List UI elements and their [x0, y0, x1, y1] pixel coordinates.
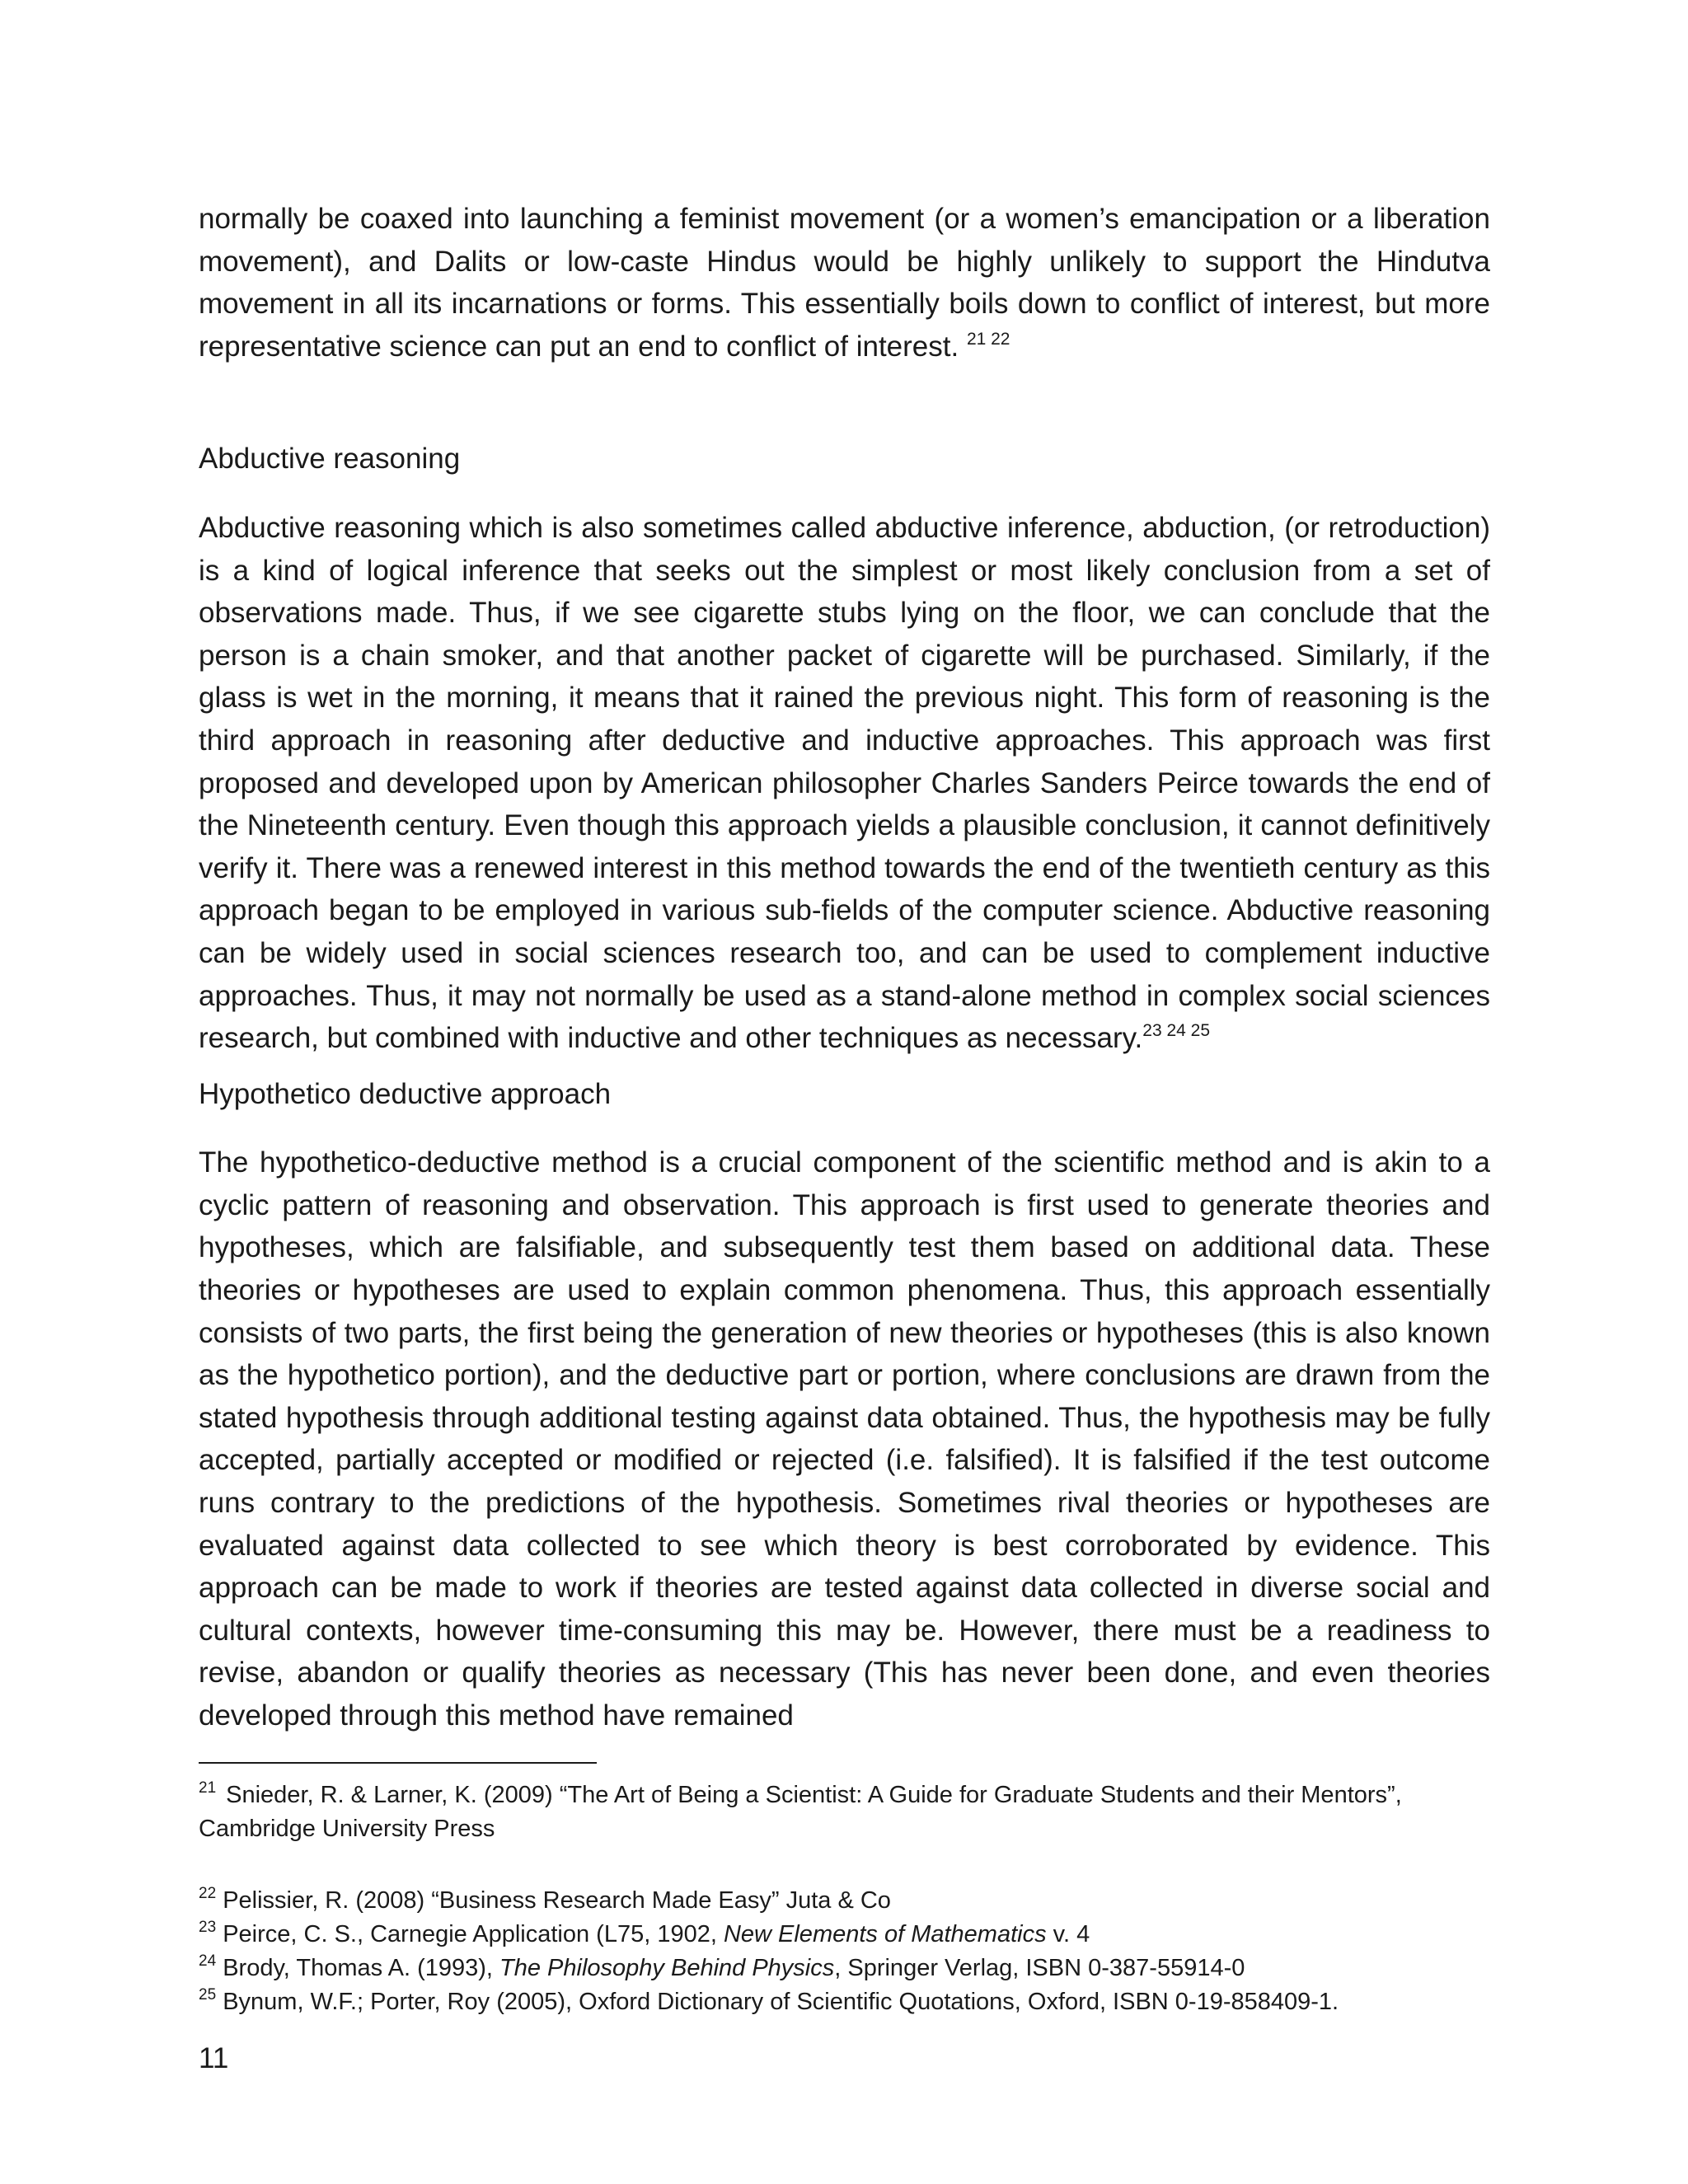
page-number: 11	[199, 2041, 229, 2074]
footnote-25	[199, 1985, 1490, 2019]
footnote-21	[199, 1779, 1490, 1846]
footnote-separator	[199, 1762, 597, 1764]
footnote-number: 25	[199, 1985, 217, 2004]
footnote-ref[interactable]: 23 24 25	[1142, 1021, 1211, 1041]
footnote-title-italic: New Elements of Mathematics	[723, 1920, 1047, 1947]
footnote-number: 24	[199, 1952, 217, 1970]
footnote-text: Bynum, W.F.; Porter, Roy (2005), Oxford Dictionary of Scientific Quotations, Oxford, ISBN 0-19-858409-1.	[223, 1988, 1339, 2015]
footnote-22	[199, 1884, 1490, 1918]
footnote-23	[199, 1918, 1490, 1952]
footnote-text-tail: , Springer Verlag, ISBN 0-387-55914-0	[834, 1954, 1245, 1981]
paragraph-text: normally be coaxed into launching a feminist movement (or a women’s emancipation or a liberation movement), and Dalits or low-caste Hindus would be highly unlikely to support the Hindutva movement in all its incarnations or forms. This essentially boils down to conflict of interest, but more representative science can put an end to conflict of interest.	[199, 203, 1490, 363]
footnote-ref[interactable]: 21 22	[966, 329, 1010, 349]
footnote-number: 22	[199, 1884, 217, 1902]
paragraph-text: The hypothetico-deductive method is a crucial component of the scientific method and is akin to a cyclic pattern of reasoning and observation. This approach is first used to generate theories and hypotheses, which are falsifiable, and subsequently test them based on additional data. These theories or hypotheses are used to explain common phenomena. Thus, this approach essentially consists of two parts, the first being the generation of new theories or hypotheses (this is also known as the hypothetico portion), and the deductive part or portion, where conclusions are drawn from the stated hypothesis through additional testing against data obtained. Thus, the hypothesis may be fully accepted, partially accepted or modified or rejected (i.e. falsified). It is falsified if the test outcome runs contrary to the predictions of the hypothesis. Sometimes rival theories or hypotheses are evaluated against data collected to see which theory is best corroborated by evidence. This approach can be made to work if theories are tested against data collected in diverse social and cultural contexts, however time-consuming this may be. However, there must be a readiness to revise, abandon or qualify theories as necessary (This has never been done, and even theories developed through this method have remained	[199, 1146, 1490, 1732]
footnote-text: Brody, Thomas A. (1993),	[223, 1954, 500, 1981]
footnote-text: Snieder, R. & Larner, K. (2009) “The Art of Being a Scientist: A Guide for Graduate Students and their Mentors”, Cambridge University Press	[199, 1781, 1402, 1842]
section-heading-hypothetico: Hypothetico deductive approach	[199, 1077, 612, 1110]
paragraph-text: Abductive reasoning which is also sometimes called abductive inference, abduction, (or retroduction) is a kind of logical inference that seeks out the simplest or most likely conclusion from a set of observations made. Thus, if we see cigarette stubs lying on the floor, we can conclude that the person is a chain smoker, and that another packet of cigarette will be purchased. Similarly, if the glass is wet in the morning, it means that it rained the previous night. This form of reasoning is the third approach in reasoning after deductive and inductive approaches. This approach was first proposed and developed upon by American philosopher Charles Sanders Peirce towards the end of the Nineteenth century. Even though this approach yields a plausible conclusion, it cannot definitively verify it. There was a renewed interest in this method towards the end of the twentieth century as this approach began to be employed in various sub-fields of the computer science. Abductive reasoning can be widely used in social sciences research too, and can be used to complement inductive approaches. Thus, it may not normally be used as a stand-alone method in complex social sciences research, but combined with inductive and other techniques as necessary.	[199, 511, 1490, 1055]
section-heading-abductive: Abductive reasoning	[199, 443, 461, 476]
footnote-number: 21	[199, 1779, 217, 1797]
footnote-text-tail: v. 4	[1046, 1920, 1090, 1947]
document-page	[199, 198, 1490, 2075]
footnote-text: Peirce, C. S., Carnegie Application (L75, 1902,	[223, 1920, 724, 1947]
paragraph-conflict-of-interest	[199, 198, 1490, 368]
paragraph-abductive	[199, 507, 1490, 1060]
footnote-text: Pelissier, R. (2008) “Business Research Made Easy” Juta & Co	[223, 1886, 891, 1914]
footnote-number: 23	[199, 1918, 217, 1936]
footnote-title-italic: The Philosophy Behind Physics	[499, 1954, 835, 1981]
footnote-24	[199, 1952, 1490, 1985]
paragraph-hypothetico	[199, 1141, 1490, 1736]
